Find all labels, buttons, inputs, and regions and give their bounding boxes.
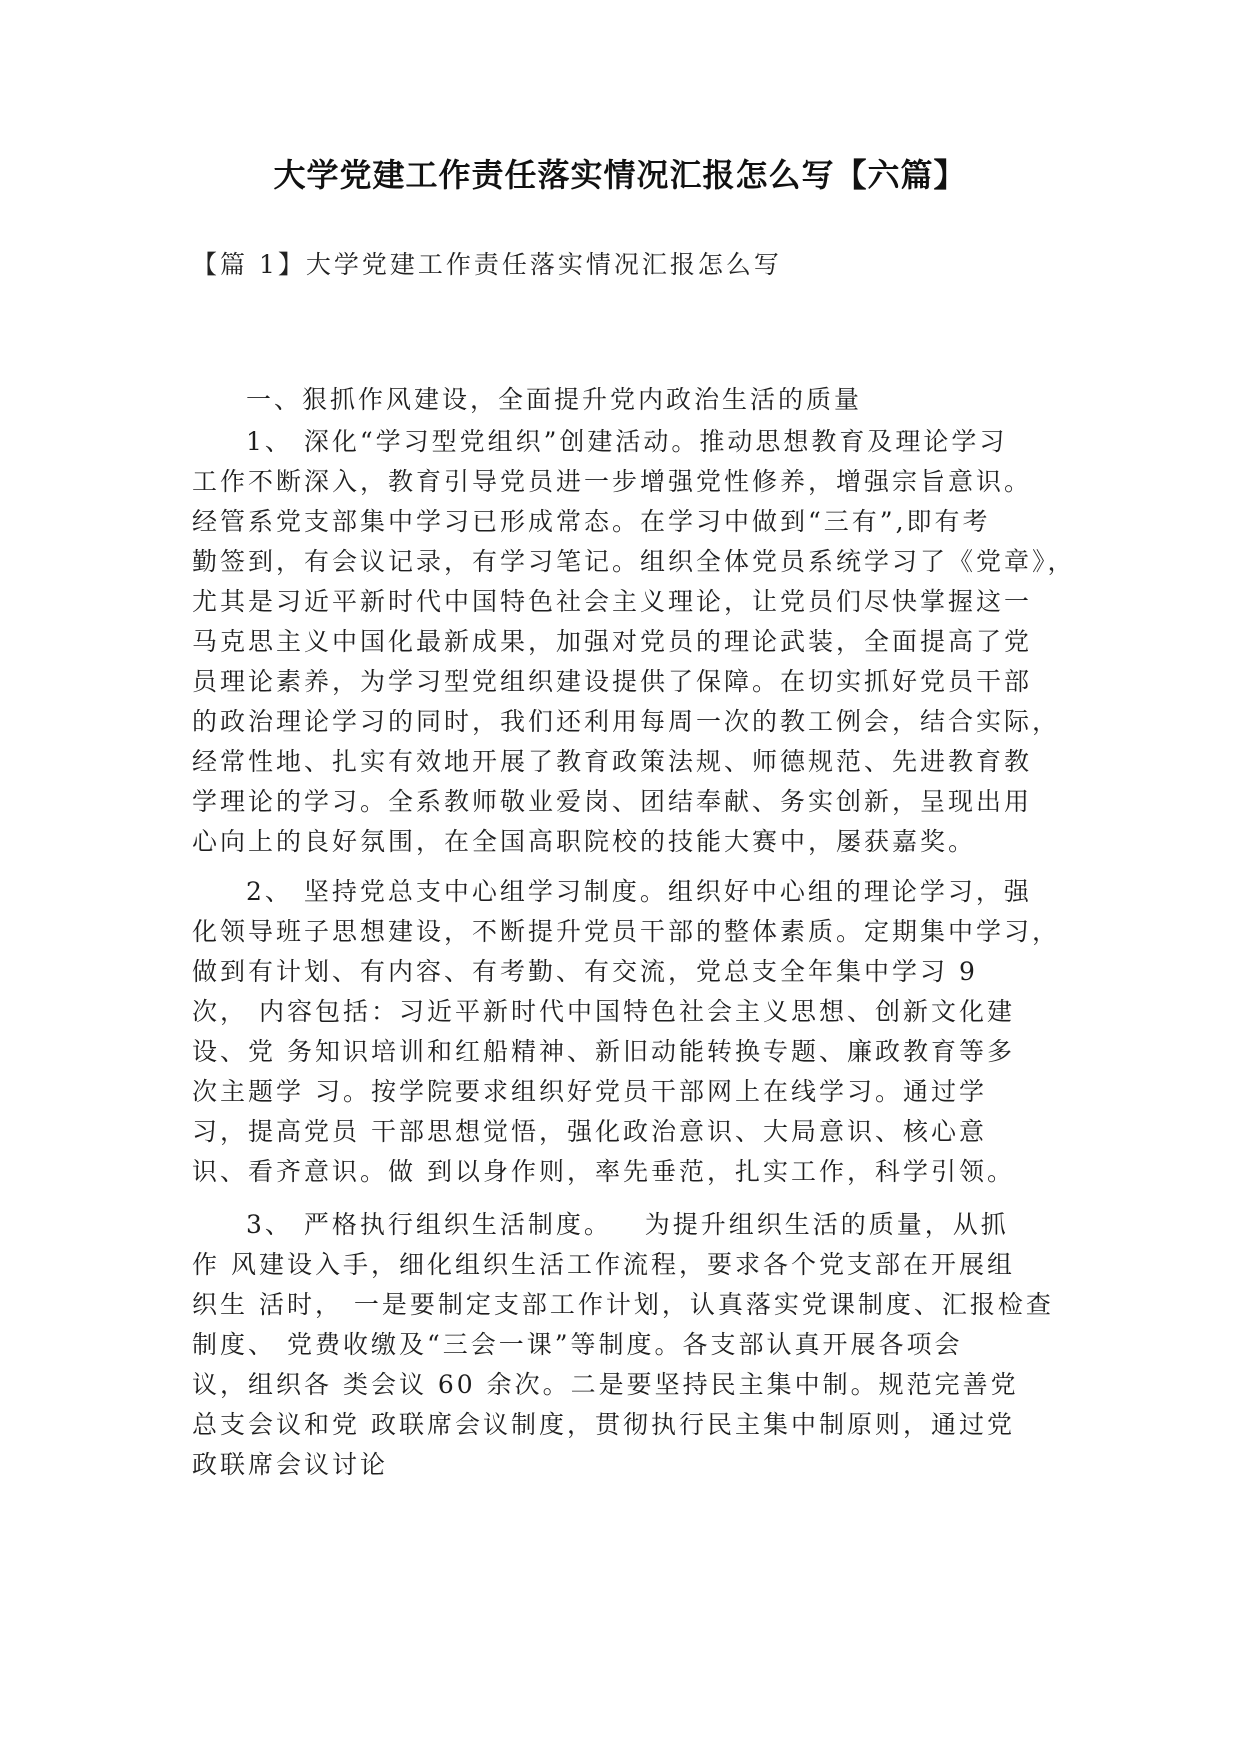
paragraph3-line: 制度、 党费收缴及“三会一课”等制度。各支部认真开展各项会 [192,1330,963,1359]
paragraph1-line: 马克思主义中国化最新成果，加强对党员的理论武装，全面提高了党 [192,627,1033,656]
paragraph1-line: 心向上的良好氛围，在全国高职院校的技能大赛中，屡获嘉奖。 [192,827,977,856]
paragraph1-line: 经常性地、扎实有效地开展了教育政策法规、师德规范、先进教育教 [192,747,1033,776]
paragraph1-line: 的政治理论学习的同时，我们还利用每周一次的教工例会，结合实际， [192,707,1061,736]
paragraph3-line: 议，组织各 类会议 60 余次。二是要坚持民主集中制。规范完善党 [192,1370,1019,1399]
paragraph2-line: 化领导班子思想建设，不断提升党员干部的整体素质。定期集中学习， [192,917,1061,946]
paragraph2-line: 次主题学 习。按学院要求组织好党员干部网上在线学习。通过学 [192,1077,987,1106]
paragraph1-line: 学理论的学习。全系教师敬业爱岗、团结奉献、务实创新，呈现出用 [192,787,1033,816]
paragraph3-line: 总支会议和党 政联席会议制度，贯彻执行民主集中制原则，通过党 [192,1410,1015,1439]
paragraph2-line: 做到有计划、有内容、有考勤、有交流，党总支全年集中学习 9 [192,957,978,986]
paragraph1-line: 尤其是习近平新时代中国特色社会主义理论，让党员们尽快掌握这一 [192,587,1033,616]
paragraph3-line: 政联席会议讨论 [192,1450,389,1479]
paragraph3-line: 3、 严格执行组织生活制度。 为提升组织生活的质量，从抓 [246,1210,1009,1239]
document-title: 大学党建工作责任落实情况汇报怎么写【六篇】 [273,156,967,194]
paragraph2-line: 设、党 务知识培训和红船精神、新旧动能转换专题、廉政教育等多 [192,1037,1015,1066]
paragraph1-line: 经管系党支部集中学习已形成常态。在学习中做到“三有”,即有考 [192,507,991,536]
paragraph2-line: 习，提高党员 干部思想觉悟，强化政治意识、大局意识、核心意 [192,1117,987,1146]
paragraph3-line: 织生 活时， 一是要制定支部工作计划，认真落实党课制度、汇报检查 [192,1290,1054,1319]
paragraph1-line: 勤签到，有会议记录，有学习笔记。组织全体党员系统学习了《党章》， [192,547,1076,576]
paragraph2-line: 识、看齐意识。做 到以身作则，率先垂范，扎实工作，科学引领。 [192,1157,1015,1186]
document-subtitle: 【篇 1】大学党建工作责任落实情况汇报怎么写 [192,250,782,279]
paragraph2-line: 2、 坚持党总支中心组学习制度。组织好中心组的理论学习，强 [246,877,1032,906]
paragraph2-line: 次， 内容包括：习近平新时代中国特色社会主义思想、创新文化建 [192,997,1015,1026]
paragraph1-line: 员理论素养，为学习型党组织建设提供了保障。在切实抓好党员干部 [192,667,1033,696]
paragraph1-line: 1、 深化“学习型党组织”创建活动。推动思想教育及理论学习 [246,427,1008,456]
section-heading: 一、狠抓作风建设，全面提升党内政治生活的质量 [246,385,863,414]
paragraph3-line: 作 风建设入手，细化组织生活工作流程，要求各个党支部在开展组 [192,1250,1015,1279]
paragraph1-line: 工作不断深入，教育引导党员进一步增强党性修养，增强宗旨意识。 [192,467,1033,496]
